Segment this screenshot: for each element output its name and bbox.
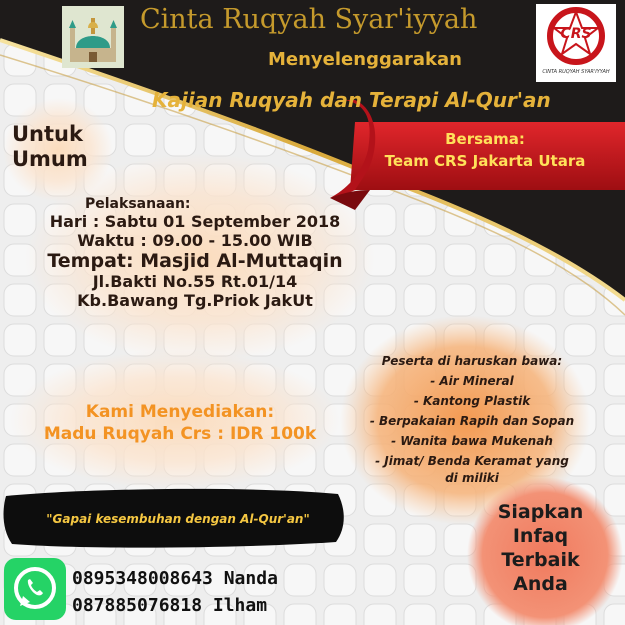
contact-phone-2[interactable]: 087885076818 Ilham xyxy=(72,595,268,616)
event-name: Kajian Ruqyah dan Terapi Al-Qur'an xyxy=(152,88,551,112)
list-item: - Jimat/ Benda Keramat yang xyxy=(375,454,569,468)
bersama-banner xyxy=(350,128,620,172)
details-day: Hari : Sabtu 01 September 2018 xyxy=(49,212,341,231)
bersama-line-1: Bersama: xyxy=(445,130,525,148)
audience-label xyxy=(12,122,102,172)
requirements-heading: Peserta di haruskan bawa: xyxy=(381,354,563,368)
offer-line-1: Kami Menyediakan: xyxy=(85,402,275,422)
infaq-line-1: Siapkan xyxy=(497,501,584,523)
subtitle: Menyelenggarakan xyxy=(268,49,462,70)
mosque-logo xyxy=(62,6,124,68)
audience-line-1: Untuk xyxy=(12,122,83,146)
details-place: Tempat: Masjid Al-Muttaqin xyxy=(47,250,343,272)
details-address-2: Kb.Bawang Tg.Priok JakUt xyxy=(77,291,313,310)
offer-line-2: Madu Ruqyah Crs : IDR 100k xyxy=(43,424,317,444)
contact-phone-1[interactable]: 0895348008643 Nanda xyxy=(72,568,278,589)
list-item: - Air Mineral xyxy=(430,374,514,388)
details-time: Waktu : 09.00 - 15.00 WIB xyxy=(77,231,313,250)
list-item: - Kantong Plastik xyxy=(413,394,531,408)
infaq-callout xyxy=(488,500,593,596)
requirements-list xyxy=(352,351,592,485)
event-details xyxy=(30,196,360,310)
mosque-icon xyxy=(62,6,124,68)
contact-list xyxy=(72,565,278,619)
bersama-line-2: Team CRS Jakarta Utara xyxy=(384,152,586,170)
infaq-line-3: Terbaik xyxy=(501,549,580,571)
whatsapp-icon[interactable] xyxy=(4,558,66,620)
offer-section xyxy=(30,401,330,445)
crs-logo-text: CRS xyxy=(560,26,592,42)
list-item: - Wanita bawa Mukenah xyxy=(391,434,553,448)
page-title: Cinta Ruqyah Syar'iyyah xyxy=(140,4,478,35)
crs-logo-caption: CINTA RUQYAH SYAR'IYYAH xyxy=(542,69,610,75)
details-address-1: Jl.Bakti No.55 Rt.01/14 xyxy=(92,272,298,291)
list-item: - Berpakaian Rapih dan Sopan xyxy=(369,414,575,428)
details-heading: Pelaksanaan: xyxy=(85,196,191,212)
list-item: di miliki xyxy=(445,471,499,485)
audience-line-2: Umum xyxy=(12,147,88,171)
crs-logo xyxy=(536,4,616,82)
slogan: "Gapai kesembuhan dengan Al-Qur'an" xyxy=(46,512,310,526)
infaq-line-4: Anda xyxy=(513,573,568,595)
infaq-line-2: Infaq xyxy=(512,525,569,547)
